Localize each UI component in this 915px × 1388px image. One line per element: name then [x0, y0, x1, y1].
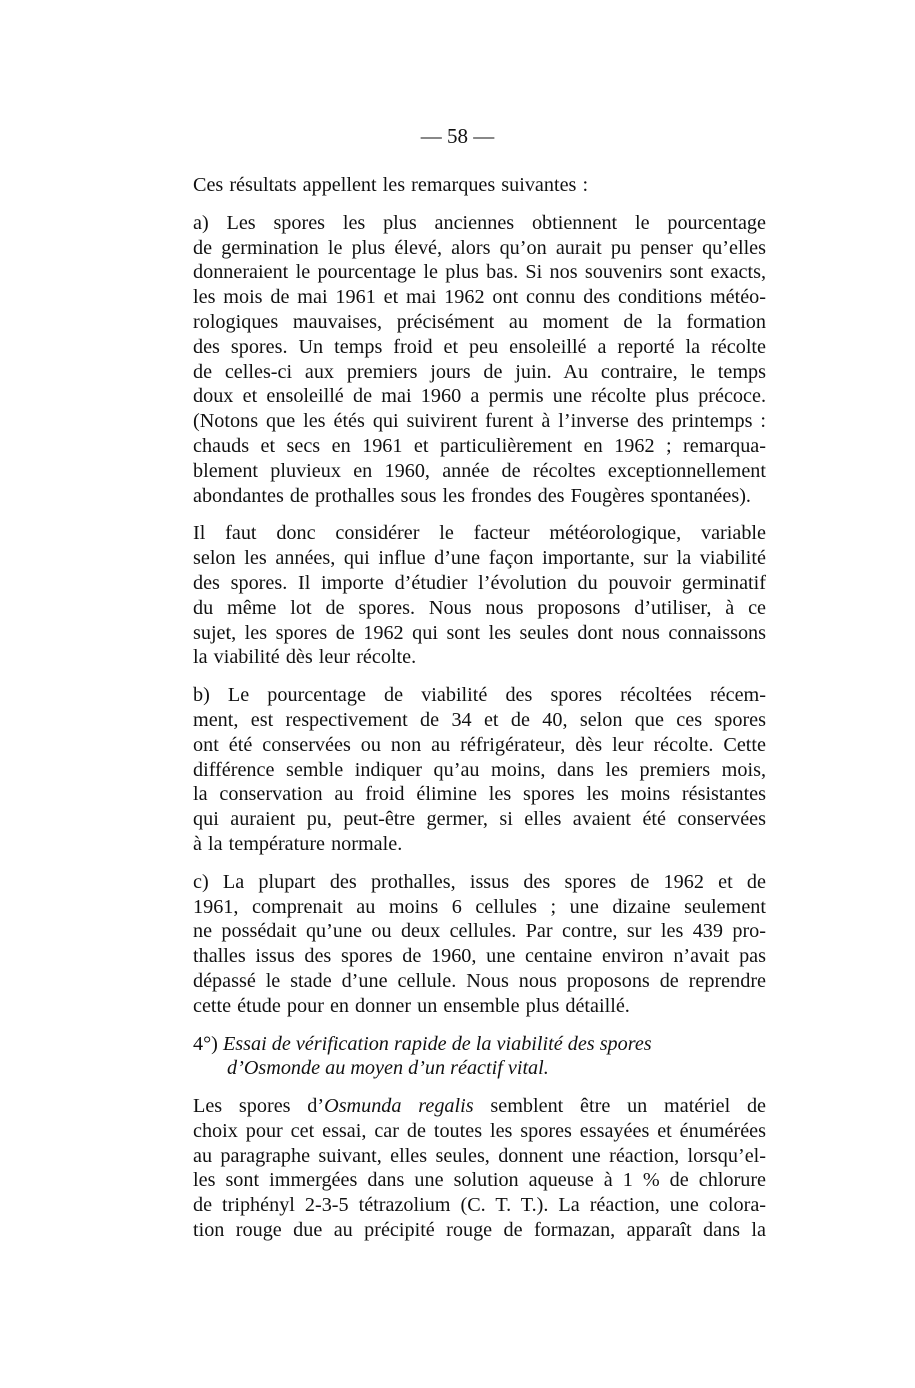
paragraph-facteur	[149, 521, 766, 670]
text-line	[149, 1094, 766, 1119]
paragraph-osmunda	[149, 1094, 766, 1243]
section-heading	[149, 1032, 766, 1082]
text-line: chauds et secs en 1961 et particulièrement en 1962 ; remarqua-	[193, 434, 766, 457]
text-line: ont été conservées ou non au réfrigérateur, dès leur récolte. Cette	[193, 733, 766, 756]
text-fragment: semblent être un matériel de	[473, 1095, 767, 1118]
document-page	[149, 123, 766, 1256]
text-line: de celles-ci aux premiers jours de juin. Au contraire, le temps	[193, 360, 766, 383]
species-name: Osmunda regalis	[324, 1095, 474, 1118]
text-line: ne possédait qu’une ou deux cellules. Par contre, sur les 439 pro-	[193, 920, 766, 943]
text-line: qui auraient pu, peut-être germer, si elles avaient été conservées	[193, 808, 766, 831]
section-number: 4°)	[193, 1032, 218, 1055]
text-line: de germination le plus élevé, alors qu’on aurait pu penser qu’elles	[193, 236, 766, 259]
text-line: selon les années, qui influe d’une façon importante, sur la viabilité	[193, 547, 766, 570]
text-line: les mois de mai 1961 et mai 1962 ont connu des conditions météo-	[193, 286, 766, 309]
text-line: rologiques mauvaises, précisément au moment de la formation	[193, 310, 766, 333]
heading-text-2: d’Osmonde au moyen d’un réactif vital.	[227, 1057, 549, 1080]
page-number: — 58 —	[420, 124, 495, 148]
text-line: donneraient le pourcentage le plus bas. Si nos souvenirs sont exacts,	[193, 261, 766, 284]
text-line: différence semble indiquer qu’au moins, dans les premiers mois,	[193, 758, 766, 781]
text-line: dépassé le stade d’une cellule. Nous nous proposons de reprendre	[193, 969, 766, 992]
text-line: les sont immergées dans une solution aqueuse à 1 % de chlorure	[193, 1169, 766, 1192]
heading-text-1: Essai de vérification rapide de la viabilité des spores	[222, 1032, 652, 1055]
text-line: choix pour cet essai, car de toutes les spores essayées et énumérées	[193, 1119, 766, 1142]
text-line: des spores. Il importe d’étudier l’évolution du pouvoir germinatif	[193, 571, 766, 594]
text-line: ment, est respectivement de 34 et de 40, selon que ces spores	[193, 708, 766, 731]
paragraph-b	[149, 683, 766, 857]
text-line: des spores. Un temps froid et peu ensoleillé a reporté la récolte	[193, 335, 766, 358]
text-line: la viabilité dès leur récolte.	[193, 646, 417, 669]
text-line: sujet, les spores de 1962 qui sont les seules dont nous connaissons	[193, 621, 766, 644]
text-line: c) La plupart des prothalles, issus des spores de 1962 et de	[193, 870, 766, 893]
text-fragment: Les spores d’	[193, 1095, 325, 1118]
paragraph-a	[149, 211, 766, 509]
text-line: doux et ensoleillé de mai 1960 a permis une récolte plus précoce.	[193, 385, 766, 408]
text-line: de triphényl 2-3-5 tétrazolium (C. T. T.). La réaction, une colora-	[193, 1194, 766, 1217]
text-line: au paragraphe suivant, elles seules, donnent une réaction, lorsqu’el-	[193, 1144, 766, 1167]
heading-line-1	[193, 1032, 766, 1057]
text-line: abondantes de prothalles sous les frondes des Fougères spontanées).	[193, 484, 751, 507]
text-line: blement pluvieux en 1960, année de récoltes exceptionnellement	[193, 459, 766, 482]
text-line: cette étude pour en donner un ensemble plus détaillé.	[193, 994, 630, 1017]
text-line: b) Le pourcentage de viabilité des spores récoltées récem-	[193, 684, 766, 707]
intro-text: Ces résultats appellent les remarques suivantes :	[193, 174, 589, 196]
intro-paragraph	[149, 173, 766, 198]
text-line: (Notons que les étés qui suivirent furent à l’inverse des printemps :	[193, 410, 766, 433]
text-line: Il faut donc considérer le facteur météorologique, variable	[193, 522, 766, 545]
text-line: à la température normale.	[193, 832, 403, 855]
text-line: du même lot de spores. Nous nous proposons d’utiliser, à ce	[193, 596, 766, 619]
text-line: tion rouge due au précipité rouge de formazan, apparaît dans la	[193, 1219, 766, 1242]
text-line: la conservation au froid élimine les spores les moins résistantes	[193, 783, 766, 806]
paragraph-c	[149, 870, 766, 1019]
text-line: 1961, comprenait au moins 6 cellules ; une dizaine seulement	[193, 895, 766, 918]
text-line: thalles issus des spores de 1960, une centaine environ n’avait pas	[193, 945, 766, 968]
text-line: a) Les spores les plus anciennes obtiennent le pourcentage	[193, 211, 766, 234]
